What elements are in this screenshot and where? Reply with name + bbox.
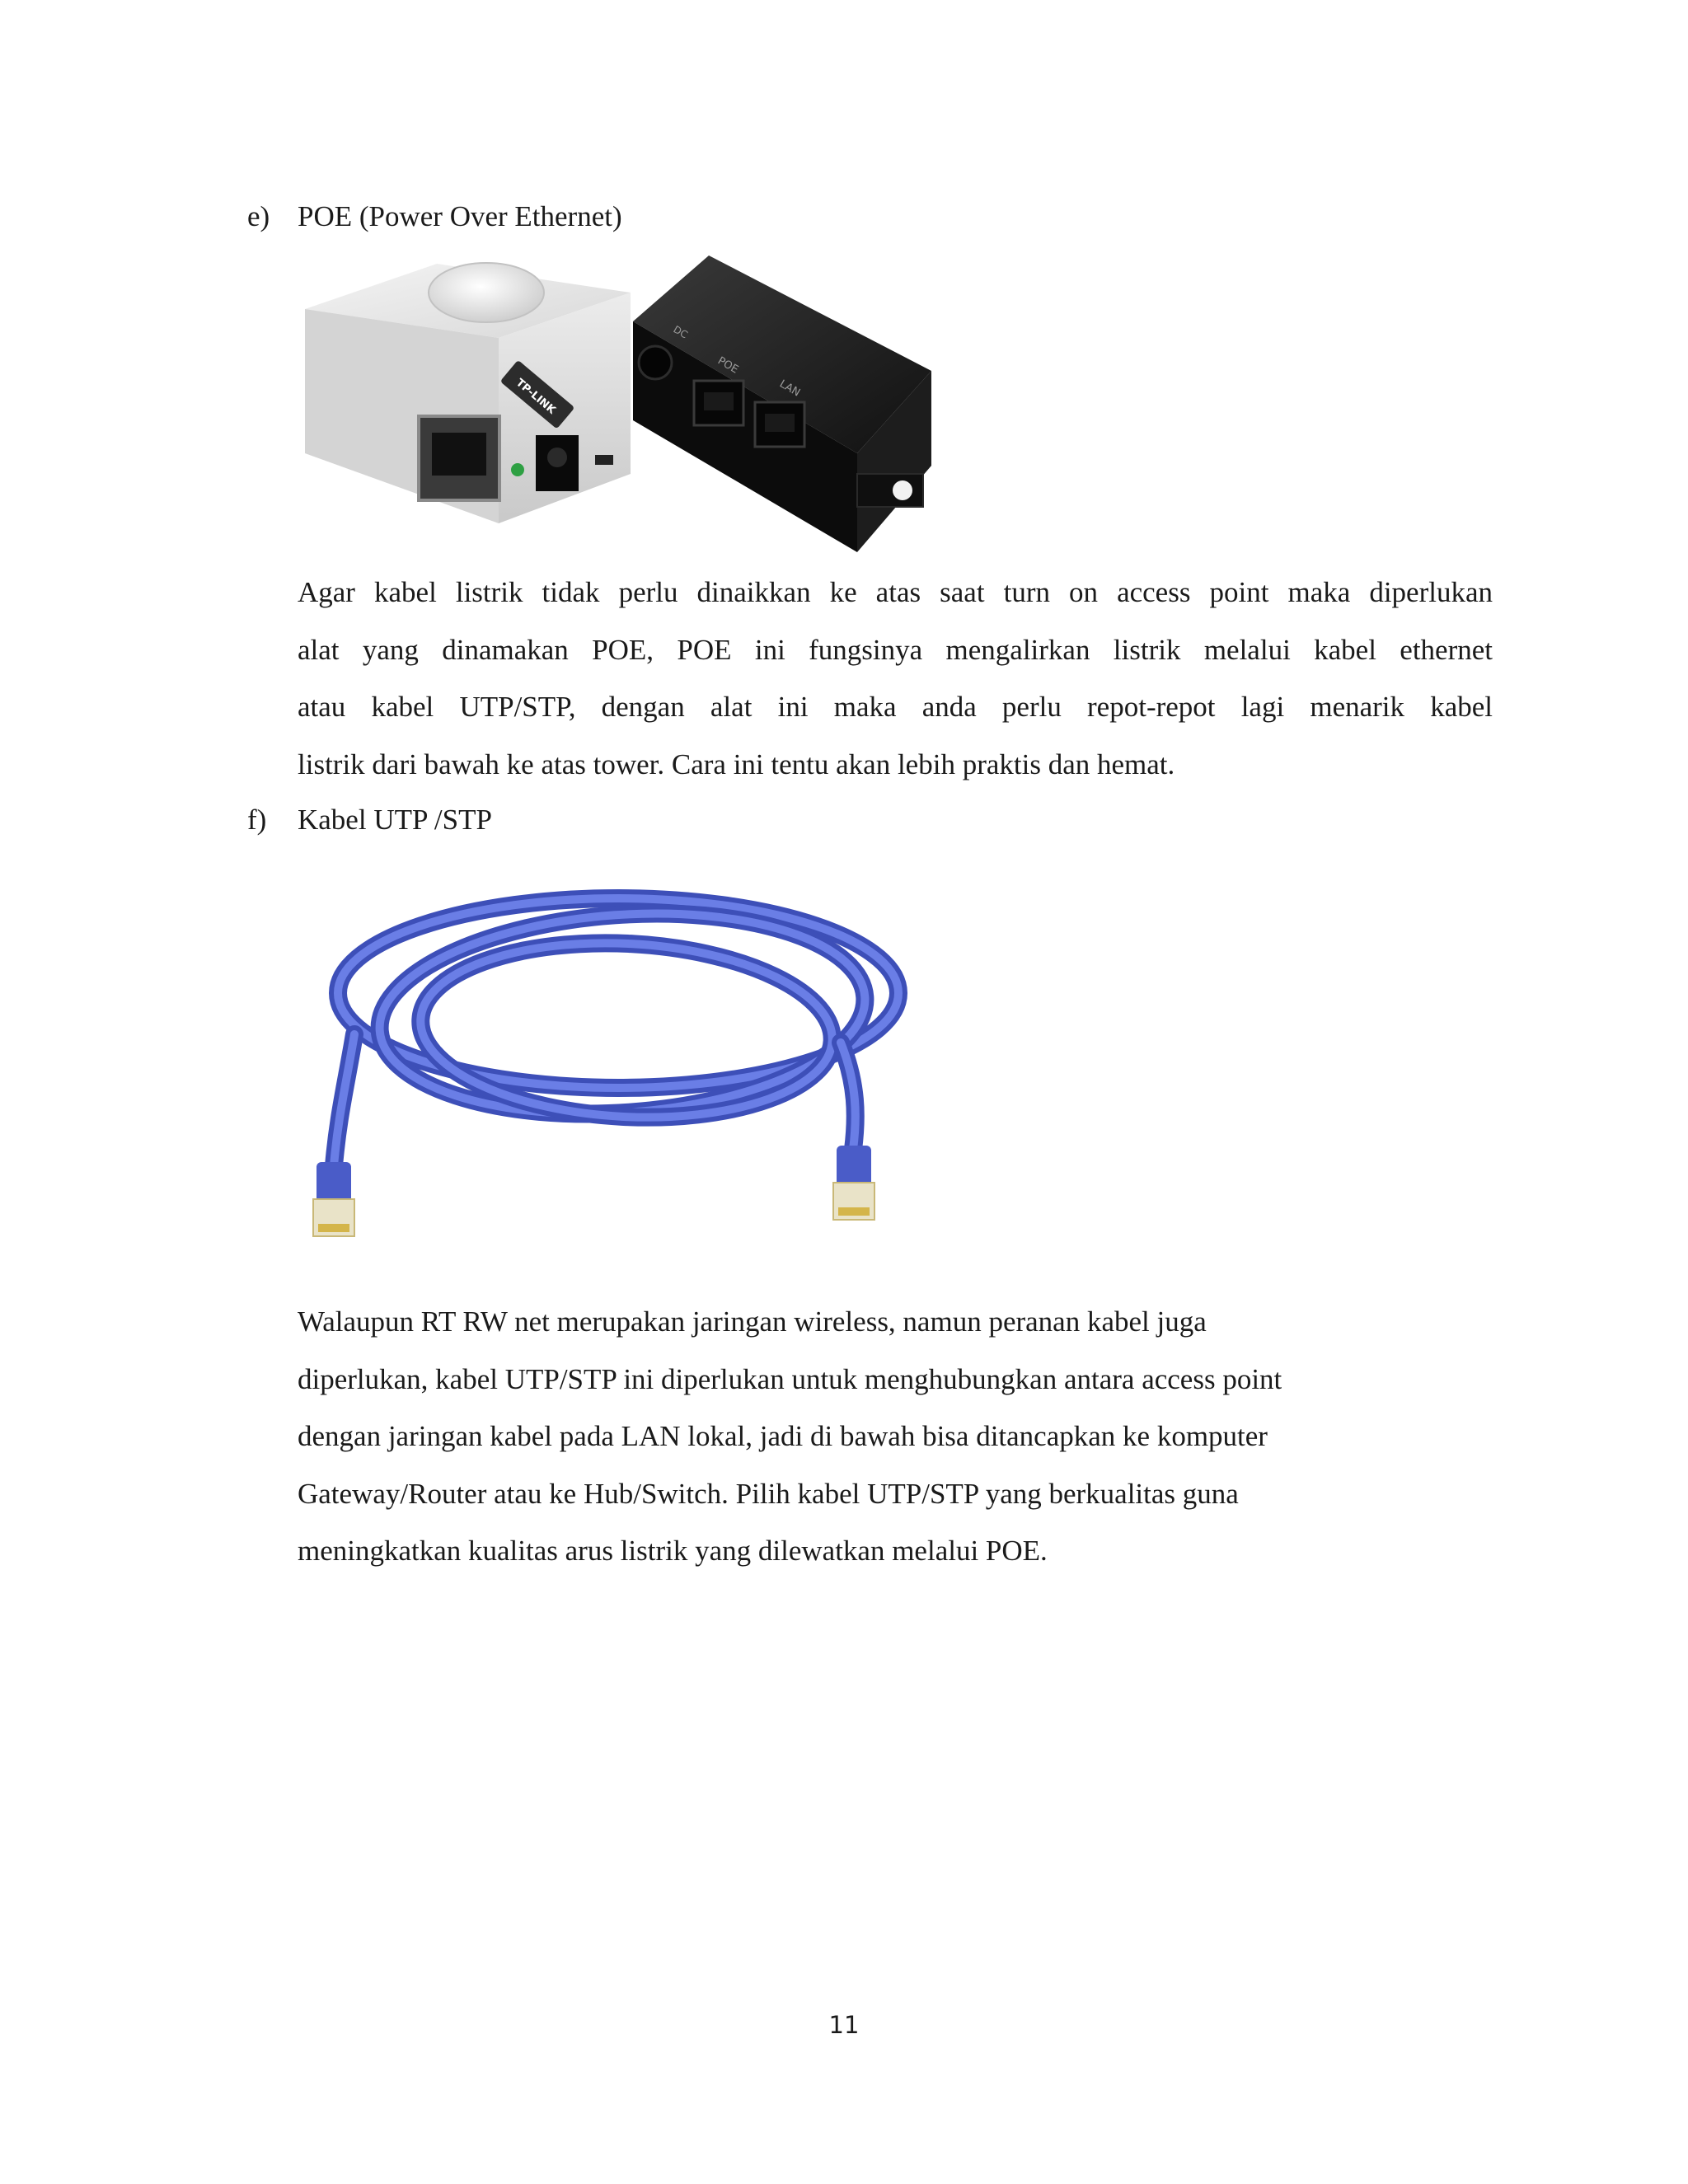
paragraph-line: atau kabel UTP/STP, dengan alat ini maka anda perlu repot-repot lagi menarik kabel — [298, 691, 1493, 723]
lan-port-label: LAN — [777, 377, 803, 400]
poe-injectors-image — [297, 247, 940, 560]
coiled-cable — [334, 898, 898, 1166]
paragraph-utp — [298, 1293, 1493, 1580]
section-heading: Kabel UTP /STP — [298, 804, 492, 836]
utp-cable-image — [297, 869, 940, 1257]
paragraph-line: Walaupun RT RW net merupakan jaringan wireless, namun peranan kabel juga — [298, 1305, 1207, 1338]
paragraph-line: meningkatkan kualitas arus listrik yang dilewatkan melalui POE. — [298, 1535, 1048, 1567]
list-marker: e) — [247, 200, 270, 232]
list-marker: f) — [247, 804, 267, 836]
poe-port-label: POE — [715, 354, 741, 377]
dc-label: DC — [671, 323, 690, 341]
rj45-connector-left — [313, 1162, 354, 1236]
paragraph-line: Agar kabel listrik tidak perlu dinaikkan ke atas saat turn on access point maka diperlukan — [298, 576, 1493, 608]
paragraph-line: listrik dari bawah ke atas tower. Cara ini tentu akan lebih praktis dan hemat. — [298, 748, 1175, 780]
paragraph-line: Gateway/Router atau ke Hub/Switch. Pilih kabel UTP/STP yang berkualitas guna — [298, 1477, 1239, 1510]
black-poe-injector — [633, 255, 931, 552]
section-heading: POE (Power Over Ethernet) — [298, 200, 622, 232]
paragraph-poe — [298, 564, 1493, 793]
paragraph-line: diperlukan, kabel UTP/STP ini diperlukan untuk menghubungkan antara access point — [298, 1362, 1282, 1395]
paragraph-line: dengan jaringan kabel pada LAN lokal, jadi di bawah bisa ditancapkan ke komputer — [298, 1420, 1268, 1452]
rj45-connector-right — [833, 1146, 874, 1220]
paragraph-line: alat yang dinamakan POE, POE ini fungsinya mengalirkan listrik melalui kabel ethernet — [298, 633, 1493, 666]
white-poe-injector — [305, 263, 631, 523]
brand-logo: TP-LINK — [513, 377, 558, 417]
page-number: 11 — [828, 2011, 860, 2039]
